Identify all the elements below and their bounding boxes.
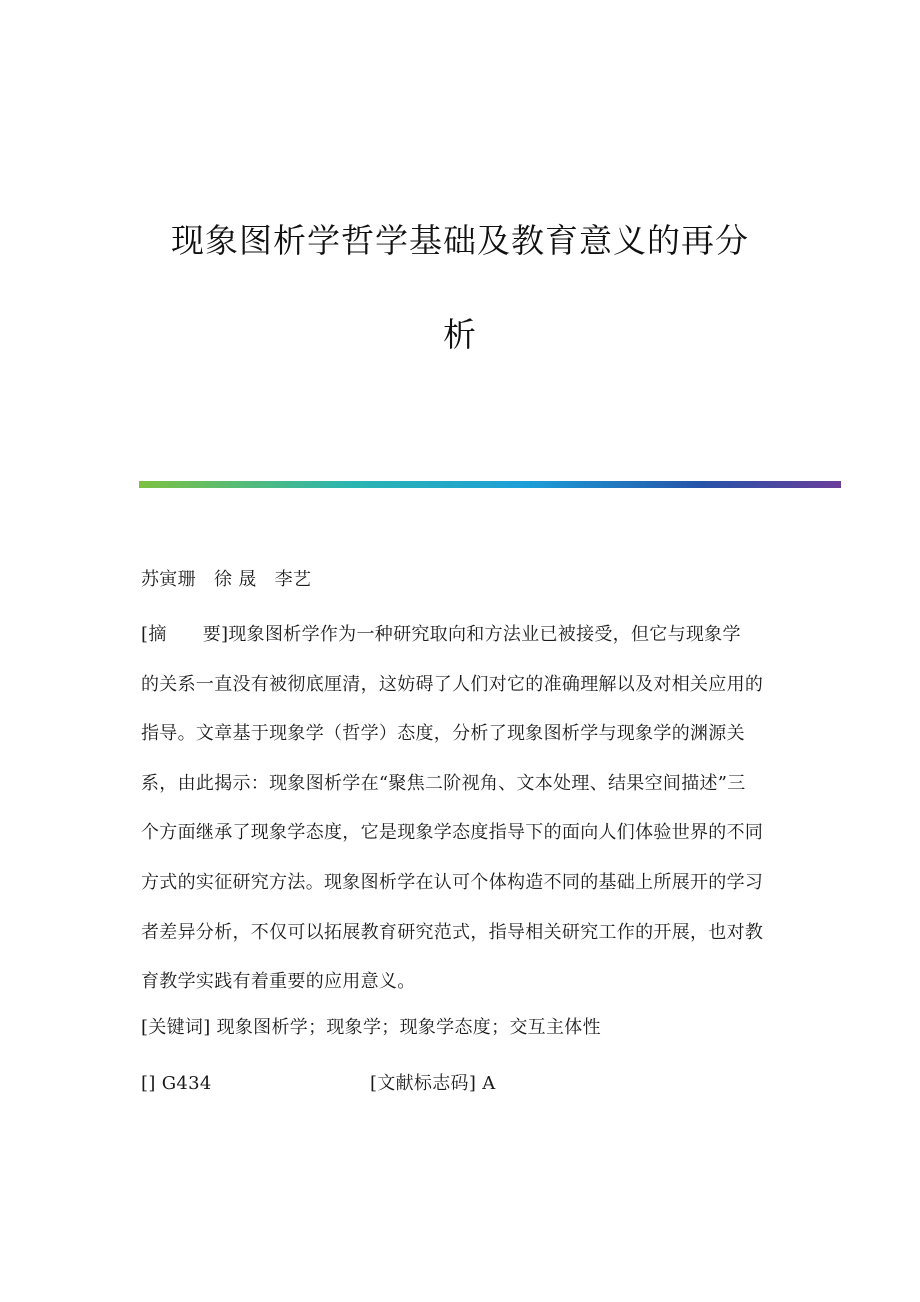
abstract-line-2: 的关系一直没有被彻底厘清，这妨碍了人们对它的准确理解以及对相关应用的 [141,673,764,695]
gradient-divider [139,481,841,488]
abstract-line-1 [141,626,771,676]
abstract [141,626,771,1023]
page-title-line-1: 现象图析学哲学基础及教育意义的再分 [171,221,749,260]
abstract-line-7: 者差异分析，不仅可以拓展教育研究范式，指导相关研究工作的开展，也对教 [141,921,764,943]
keywords-label: [关键词] [141,1017,211,1038]
classification-label: [] [141,1073,156,1094]
classification-row [141,1075,212,1093]
document-code-label: [文献标志码] [370,1073,477,1094]
abstract-line-4: 系，由此揭示：现象图析学在“聚焦二阶视角、文本处理、结果空间描述”三 [141,772,746,794]
abstract-text-1: 现象图析学作为一种研究取向和方法业已被接受，但它与现象学 [228,624,741,645]
keywords [141,1019,601,1037]
abstract-line-8: 育教学实践有着重要的应用意义。 [141,971,416,993]
keywords-text: 现象图析学；现象学；现象学态度；交互主体性 [216,1017,601,1038]
document-code-row [370,1075,496,1093]
abstract-line-3: 指导。文章基于现象学（哲学）态度，分析了现象图析学与现象学的渊源关 [141,723,745,745]
document-code: A [482,1073,496,1094]
page-title-line-2: 析 [443,315,477,354]
abstract-label: [摘 要] [141,624,229,645]
classification-code: G434 [161,1073,212,1094]
abstract-line-6: 方式的实征研究方法。现象图析学在认可个体构造不同的基础上所展开的学习 [141,871,764,893]
abstract-line-5: 个方面继承了现象学态度，它是现象学态度指导下的面向人们体验世界的不同 [141,822,764,844]
authors: 苏寅珊 徐 晟 李艺 [141,569,312,590]
